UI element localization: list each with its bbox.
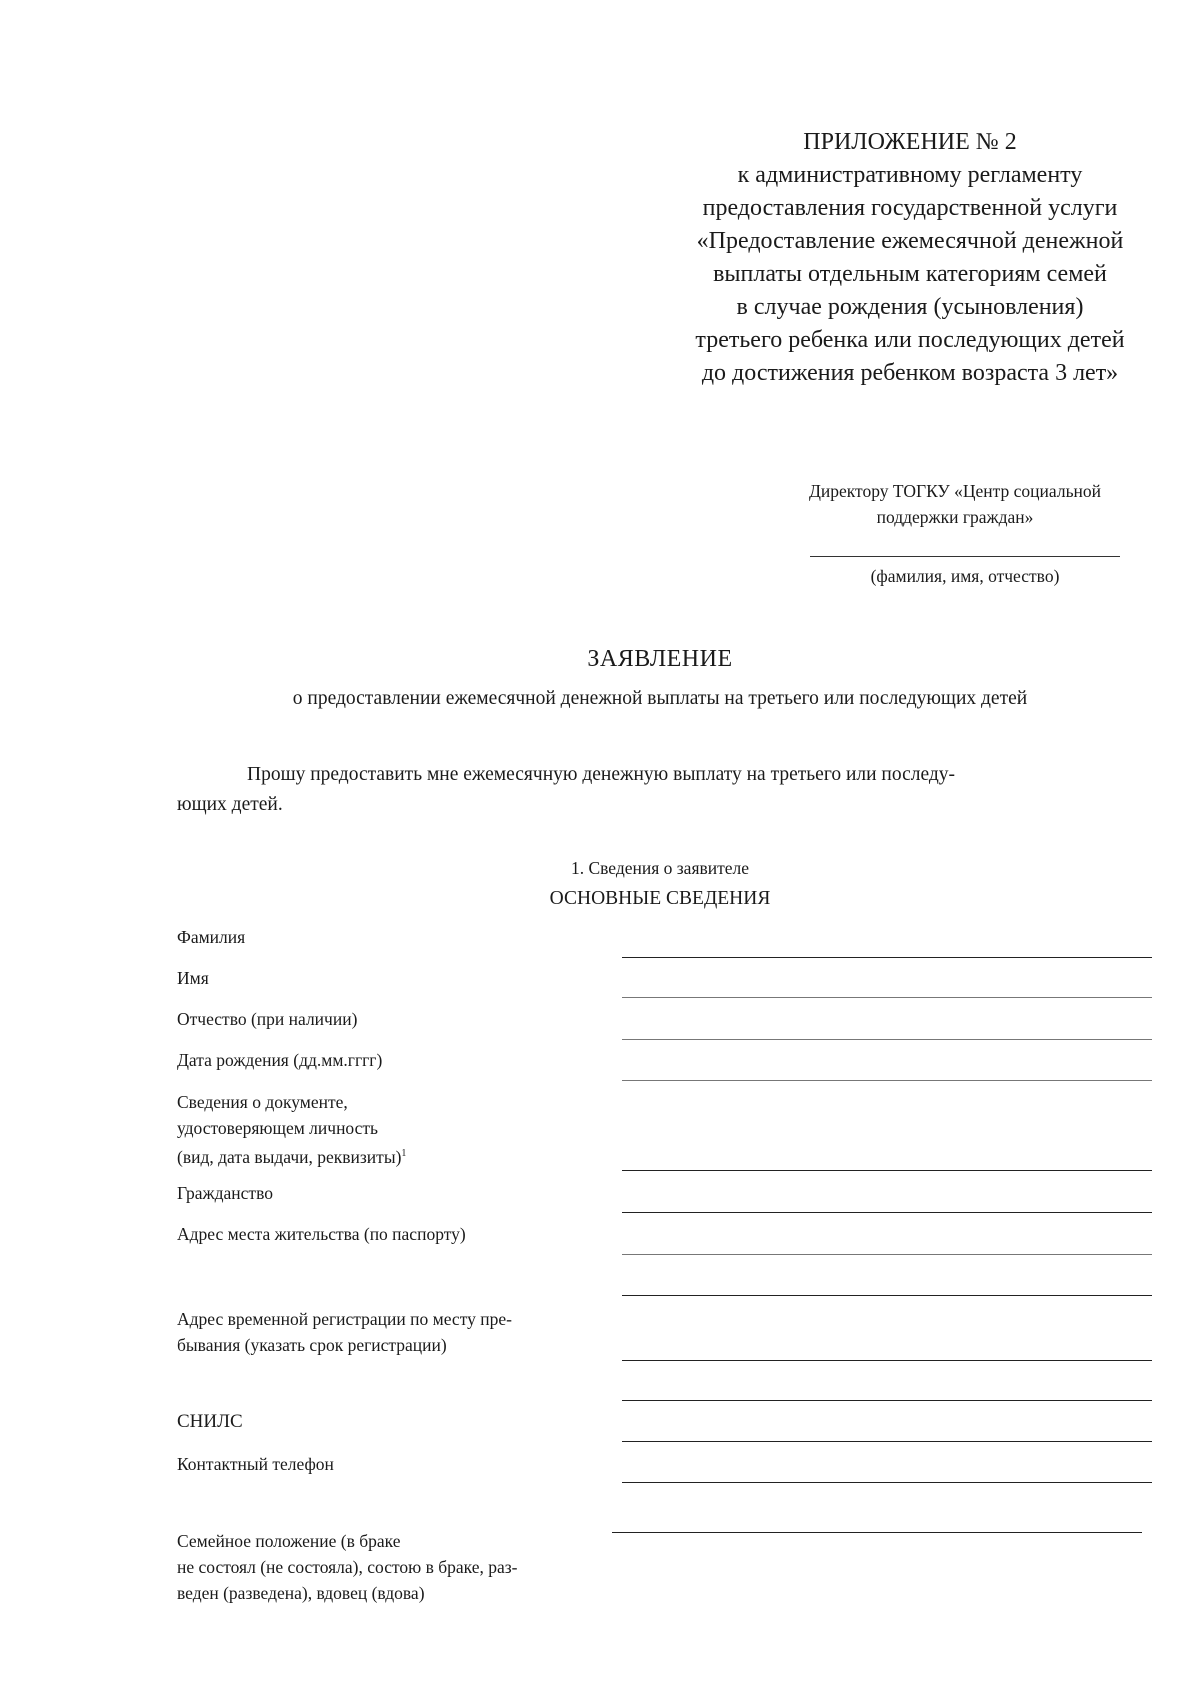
patronymic-label — [177, 1006, 617, 1032]
addressee-line: поддержки граждан» — [876, 507, 1034, 527]
addressee-name-caption: (фамилия, имя, отчество) — [870, 566, 1060, 586]
surname-label-text: Фамилия — [177, 927, 246, 947]
phone-label — [177, 1451, 617, 1477]
marital-status-label-line: не состоял (не состояла), состою в браке, раз- — [177, 1557, 518, 1577]
temp-registration-field-2[interactable] — [622, 1400, 1152, 1401]
residence-address-label-text: Адрес места жительства (по паспорту) — [177, 1224, 466, 1244]
marital-status-label-line: Семейное положение (в браке — [177, 1531, 401, 1551]
surname-label — [177, 924, 617, 950]
residence-address-label — [177, 1221, 617, 1247]
snils-label — [177, 1409, 617, 1435]
name-field[interactable] — [622, 997, 1152, 998]
snils-label-text: СНИЛС — [177, 1411, 243, 1432]
temp-registration-label-line: бывания (указать срок регистрации) — [177, 1335, 447, 1355]
id-document-label-text: (вид, дата выдачи, реквизиты) — [177, 1146, 402, 1167]
addressee-line: Директору ТОГКУ «Центр социальной — [808, 481, 1102, 501]
appendix-line: «Предоставление ежемесячной денежной — [696, 228, 1124, 254]
addressee-block — [770, 478, 1140, 530]
patronymic-field[interactable] — [622, 1039, 1152, 1040]
document-subtitle: о предоставлении ежемесячной денежной выплаты на третьего или последующих детей — [292, 688, 1028, 709]
addressee-name-line[interactable] — [810, 556, 1120, 557]
residence-address-field-2[interactable] — [622, 1295, 1152, 1296]
phone-field[interactable] — [622, 1482, 1152, 1483]
id-document-label — [177, 1089, 617, 1170]
citizenship-label — [177, 1180, 617, 1206]
snils-field[interactable] — [622, 1441, 1152, 1442]
id-document-label-line: Сведения о документе, — [177, 1092, 348, 1112]
citizenship-field[interactable] — [622, 1212, 1152, 1213]
temp-registration-field-1[interactable] — [622, 1360, 1152, 1361]
id-document-label-line: удостоверяющем личность — [177, 1118, 379, 1138]
residence-address-field-1[interactable] — [622, 1254, 1152, 1255]
id-document-field[interactable] — [622, 1170, 1152, 1171]
birth-date-label-text: Дата рождения (дд.мм.гггг) — [177, 1050, 383, 1070]
name-label-text: Имя — [177, 968, 209, 988]
name-label — [177, 965, 617, 991]
patronymic-label-text: Отчество (при наличии) — [177, 1009, 358, 1029]
citizenship-label-text: Гражданство — [177, 1183, 273, 1203]
appendix-line: к административному регламенту — [737, 162, 1083, 188]
appendix-line: до достижения ребенком возраста 3 лет» — [701, 360, 1119, 386]
appendix-line: третьего ребенка или последующих детей — [695, 327, 1125, 353]
section-heading: 1. Сведения о заявителе — [570, 858, 750, 878]
surname-field[interactable] — [622, 957, 1152, 958]
appendix-line: в случае рождения (усыновления) — [736, 294, 1084, 320]
appendix-line: ПРИЛОЖЕНИЕ № 2 — [803, 129, 1017, 155]
footnote-marker: 1 — [401, 1148, 407, 1159]
request-paragraph — [177, 760, 1152, 820]
appendix-header — [600, 126, 1200, 390]
marital-status-label — [177, 1528, 617, 1606]
birth-date-field[interactable] — [622, 1080, 1152, 1081]
document-title: ЗАЯВЛЕНИЕ — [587, 646, 733, 672]
section-subheading: ОСНОВНЫЕ СВЕДЕНИЯ — [549, 888, 771, 909]
appendix-line: предоставления государственной услуги — [702, 195, 1118, 221]
marital-status-label-line: веден (разведена), вдовец (вдова) — [177, 1583, 425, 1603]
temp-registration-label — [177, 1306, 617, 1358]
birth-date-label — [177, 1047, 617, 1073]
appendix-line: выплаты отдельным категориям семей — [713, 261, 1107, 287]
temp-registration-label-line: Адрес временной регистрации по месту пре- — [177, 1309, 512, 1329]
request-line: ющих детей. — [177, 794, 283, 815]
phone-label-text: Контактный телефон — [177, 1454, 334, 1474]
request-line: Прошу предоставить мне ежемесячную денежную выплату на третьего или последу- — [247, 764, 956, 785]
id-document-label-line — [177, 1141, 617, 1170]
marital-status-field[interactable] — [612, 1532, 1142, 1533]
